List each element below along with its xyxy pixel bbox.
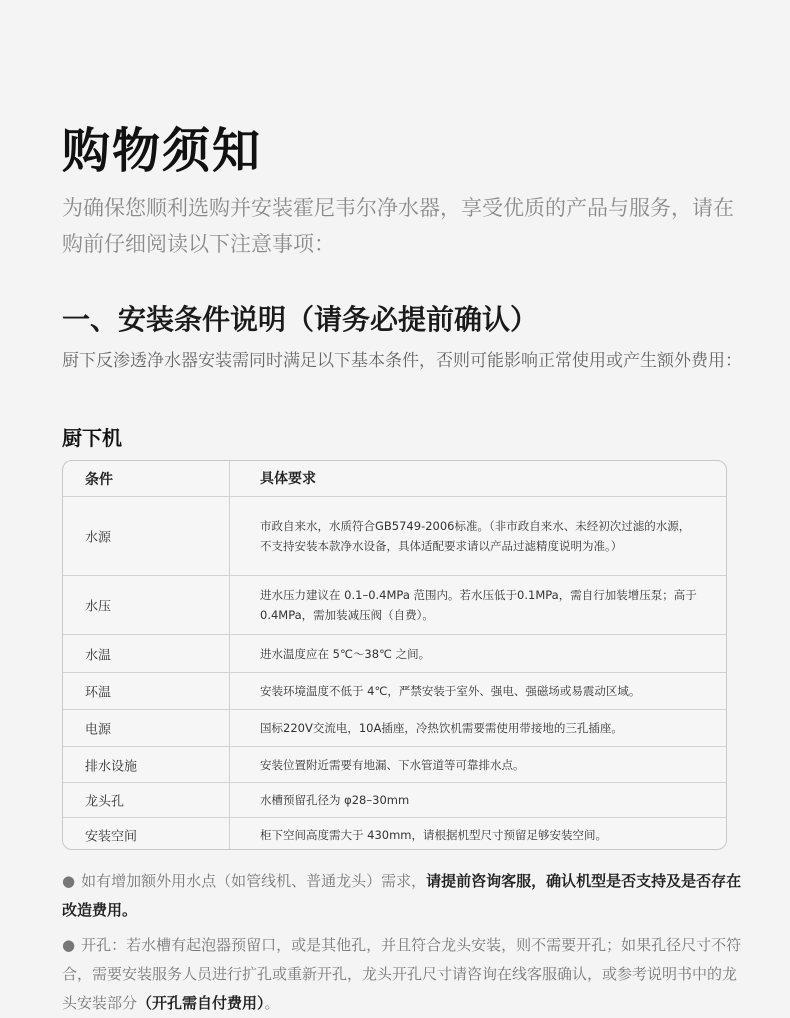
table-header-condition: 条件 — [85, 471, 113, 488]
table-cell-requirement: 安装环境温度不低于 4℃，严禁安装于室外、强电、强磁场或易震动区域。 — [260, 684, 641, 698]
table-cell-requirement: 进水压力建议在 0.1–0.4MPa 范围内。若水压低于0.1MPa，需自行加装增压泵；高于0.4MPa，需加装减压阀（自费）。 — [260, 588, 697, 622]
note-text: 如有增加额外用水点（如管线机、普通龙头）需求， — [81, 872, 427, 890]
table-cell-condition: 龙头孔 — [85, 794, 125, 810]
table-row — [63, 783, 726, 818]
column-divider — [229, 710, 230, 746]
table-cell-requirement: 柜下空间高度需大于 430mm，请根据机型尺寸预留足够安装空间。 — [260, 827, 608, 842]
table-cell-condition: 电源 — [85, 722, 112, 738]
note-emphasis: （开孔需自付费用） — [137, 994, 265, 1012]
table-row — [63, 818, 726, 850]
note-faucet-hole — [62, 931, 742, 1018]
subheading: 厨下机 — [62, 426, 122, 450]
table-cell-requirement: 水槽预留孔径为 φ28–30mm — [260, 793, 410, 807]
column-divider — [229, 576, 230, 634]
section-heading: 一、安装条件说明（请务必提前确认） — [62, 303, 539, 336]
column-divider — [229, 818, 230, 850]
column-divider — [229, 635, 230, 672]
section-description: 厨下反渗透净水器安装需同时满足以下基本条件，否则可能影响正常使用或产生额外费用： — [62, 351, 742, 371]
column-divider — [229, 673, 230, 709]
table-row — [63, 673, 726, 710]
note-emphasis: 请提前咨询客服，确认机型是否支持及是否存在改造费用。 — [62, 872, 742, 919]
table-cell-condition: 安装空间 — [85, 829, 138, 844]
page-title: 购物须知 — [62, 123, 263, 179]
column-divider — [229, 461, 230, 496]
table-cell-condition: 水压 — [85, 599, 112, 615]
column-divider — [229, 497, 230, 575]
table-header-row — [63, 461, 726, 497]
bullet-icon: ● — [62, 936, 76, 954]
table-row — [63, 747, 726, 783]
table-row — [63, 635, 726, 673]
table-cell-requirement: 进水温度应在 5℃～38℃ 之间。 — [260, 646, 431, 661]
note-extra-water-point — [62, 867, 742, 925]
table-cell-requirement: 市政自来水，水质符合GB5749-2006标准。（非市政自来水、未经初次过滤的水源，不支持安装本款净水设备，具体适配要求请以产品过滤精度说明为准。） — [260, 519, 691, 553]
bullet-icon: ● — [62, 872, 76, 890]
note-text: 开孔：若水槽有起泡器预留口，或是其他孔，并且符合龙头安装，则不需要开孔；如果孔径尺寸不符合，需要安装服务人员进行扩孔或重新开孔，龙头开孔尺寸请咨询在线客服确认，或参考说明书中的龙头安装部分 — [62, 936, 742, 1012]
conditions-table — [62, 460, 727, 850]
table-cell-condition: 水源 — [85, 530, 112, 546]
table-cell-requirement: 安装位置附近需要有地漏、下水管道等可靠排水点。 — [260, 757, 525, 772]
table-row — [63, 710, 726, 747]
intro-text: 为确保您顺利选购并安装霍尼韦尔净水器，享受优质的产品与服务，请在购前仔细阅读以下注意事项： — [62, 196, 734, 256]
column-divider — [229, 783, 230, 817]
table-cell-requirement: 国标220V交流电，10A插座，冷热饮机需要需使用带接地的三孔插座。 — [260, 721, 623, 735]
note-tail: 。 — [264, 994, 280, 1012]
table-cell-condition: 排水设施 — [85, 759, 138, 774]
table-cell-condition: 水温 — [85, 648, 112, 663]
table-row — [63, 497, 726, 576]
table-row — [63, 576, 726, 635]
table-header-requirement: 具体要求 — [260, 470, 316, 487]
column-divider — [229, 747, 230, 782]
table-cell-condition: 环温 — [85, 685, 112, 701]
